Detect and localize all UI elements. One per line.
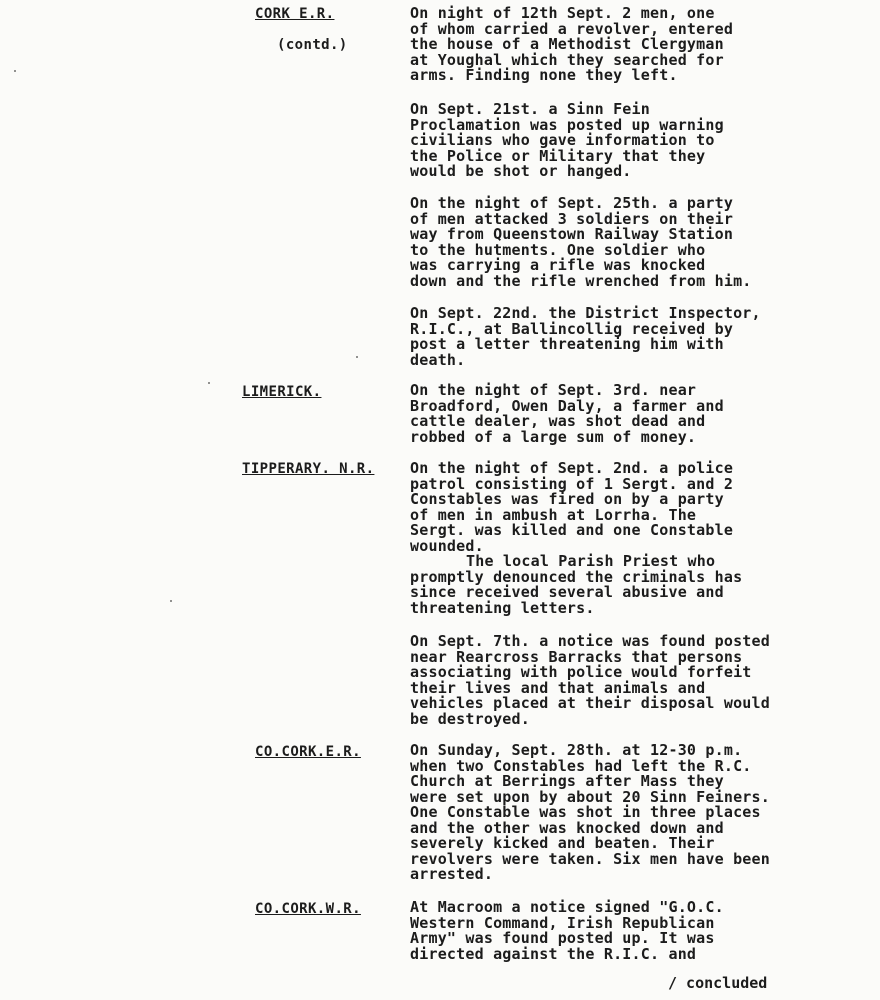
entry-queenstown-soldiers [410, 196, 752, 289]
entry-line: Church at Berrings after Mass they [410, 772, 724, 790]
entry-line: promptly denounced the criminals has [410, 567, 743, 586]
entry-line: On Sept. 7th. a notice was found posted [410, 632, 770, 650]
entry-line: the Police or Military that they [410, 146, 706, 165]
entry-line: Western Command, Irish Republican [410, 913, 715, 932]
entry-line: arms. Finding none they left. [410, 66, 678, 84]
entry-line: of whom carried a revolver, entered [410, 19, 734, 38]
entry-sinn-fein-proclamation [410, 102, 724, 180]
entry-berrings-attack [410, 743, 770, 883]
entry-line: R.I.C., at Ballincollig received by [410, 319, 734, 338]
entry-line: when two Constables had left the R.C. [410, 756, 752, 775]
section-label-limerick: LIMERICK. [242, 384, 322, 400]
entry-line: the house of a Methodist Clergyman [410, 35, 724, 53]
section-label-co-cork-er: CO.CORK.E.R. [255, 744, 361, 760]
entry-line: On Sept. 21st. a Sinn Fein [410, 100, 650, 118]
entry-line: revolvers were taken. Six men have been [410, 849, 770, 868]
entry-line: arrested. [410, 865, 494, 883]
entry-line: way from Queenstown Railway Station [410, 225, 734, 243]
entry-line: Sergt. was killed and one Constable [410, 521, 734, 539]
entry-line: One Constable was shot in three places [410, 803, 761, 821]
entry-line: At Macroom a notice signed "G.O.C. [410, 898, 724, 916]
entry-line: severely kicked and beaten. Their [410, 834, 715, 852]
entry-line: their lives and that animals and [410, 678, 706, 697]
scan-speck [14, 70, 16, 72]
scan-speck [356, 356, 358, 358]
entry-line: threatening letters. [410, 598, 595, 617]
entry-line: post a letter threatening him with [410, 335, 724, 353]
entry-cork-er-youghal [410, 6, 733, 84]
section-label-co-cork-wr: CO.CORK.W.R. [255, 901, 361, 917]
continuation-note: / concluded [668, 974, 768, 992]
entry-line: patrol consisting of 1 Sergt. and 2 [410, 474, 734, 493]
entry-line: associating with police would forfeit [410, 663, 752, 681]
entry-line: be destroyed. [410, 709, 530, 728]
entry-line: death. [410, 350, 466, 369]
entry-line: wounded. [410, 536, 484, 555]
scan-speck [208, 382, 210, 384]
entry-limerick-broadford [410, 383, 724, 445]
entry-line: cattle dealer, was shot dead and [410, 412, 706, 430]
entry-line: of men in ambush at Lorrha. The [410, 505, 697, 524]
entry-line: On Sunday, Sept. 28th. at 12-30 p.m. [410, 741, 743, 759]
entry-line: and the other was knocked down and [410, 818, 724, 837]
entry-line: vehicles placed at their disposal would [410, 694, 770, 712]
entry-line: down and the rifle wrenched from him. [410, 271, 752, 290]
entry-line: since received several abusive and [410, 583, 724, 601]
entry-rearcross-notice [410, 634, 770, 727]
entry-line: On Sept. 22nd. the District Inspector, [410, 304, 761, 322]
section-label-cork-er: CORK E.R. [255, 6, 335, 22]
scan-speck [170, 600, 172, 602]
entry-ballincollig-threat [410, 306, 761, 368]
entry-line: Proclamation was posted up warning [410, 115, 724, 134]
entry-line: On the night of Sept. 3rd. near [410, 381, 697, 399]
entry-line: On night of 12th Sept. 2 men, one [410, 4, 715, 22]
entry-line: Constables was fired on by a party [410, 490, 724, 508]
section-label-tipperary-nr: TIPPERARY. N.R. [242, 461, 375, 477]
entry-line: robbed of a large sum of money. [410, 427, 697, 446]
entry-line: at Youghal which they searched for [410, 50, 724, 69]
entry-line: civilians who gave information to [410, 131, 715, 149]
entry-macroom-notice [410, 900, 724, 962]
entry-line: was carrying a rifle was knocked [410, 256, 706, 274]
entry-tipperary-lorrha [410, 461, 742, 616]
entry-line: Army" was found posted up. It was [410, 929, 715, 947]
entry-line: On the night of Sept. 2nd. a police [410, 459, 734, 477]
entry-line: to the hutments. One soldier who [410, 240, 706, 259]
entry-line: The local Parish Priest who [466, 552, 716, 570]
entry-line: would be shot or hanged. [410, 162, 632, 180]
entry-line: On the night of Sept. 25th. a party [410, 194, 734, 212]
section-label-contd: (contd.) [277, 37, 348, 53]
entry-line: near Rearcross Barracks that persons [410, 647, 743, 666]
entry-line: of men attacked 3 soldiers on their [410, 209, 734, 228]
entry-line: Broadford, Owen Daly, a farmer and [410, 396, 724, 415]
entry-line: were set upon by about 20 Sinn Feiners. [410, 787, 770, 806]
entry-line: directed against the R.I.C. and [410, 944, 697, 963]
